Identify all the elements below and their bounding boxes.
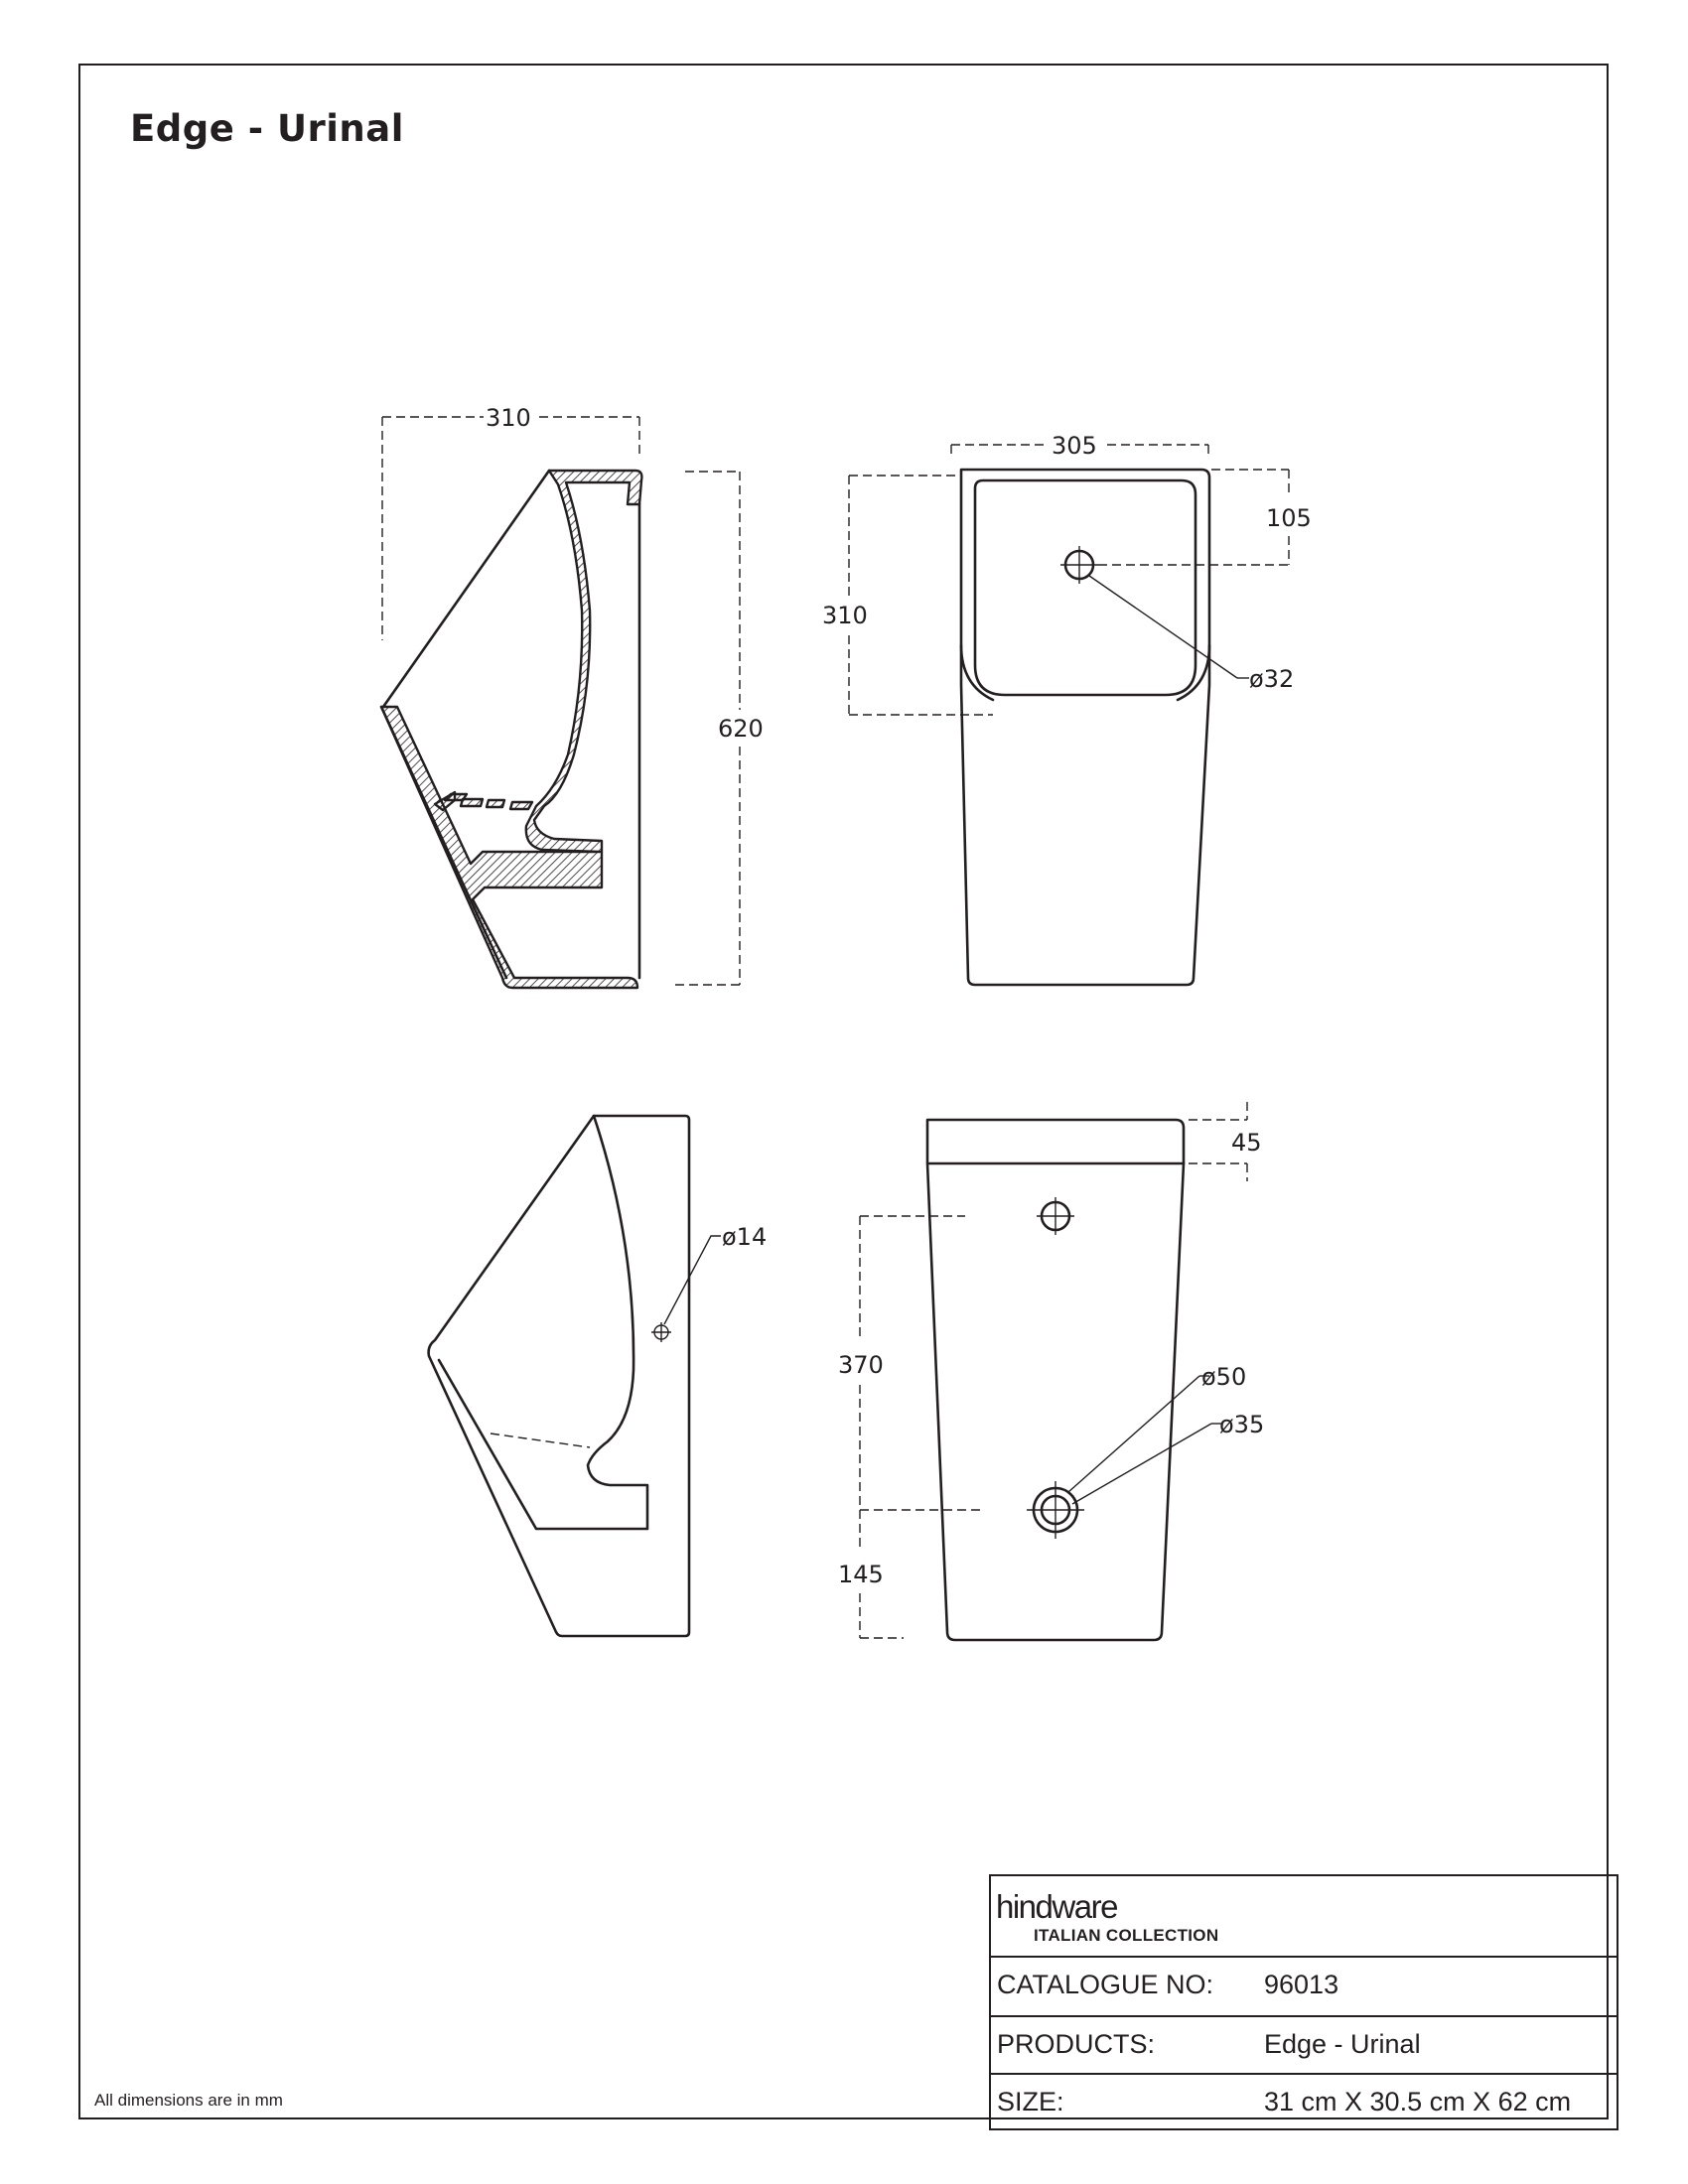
side-section-view	[381, 404, 764, 988]
dim-front-hole-offset: 105	[1266, 504, 1312, 532]
dim-front-width: 305	[1052, 432, 1097, 460]
dim-side-top-width: 310	[486, 404, 531, 432]
brand-subtitle: ITALIAN COLLECTION	[1034, 1926, 1219, 1945]
title-block-row-size	[991, 2073, 1617, 2130]
dim-side-height: 620	[718, 715, 764, 743]
dim-front-bowl-height: 310	[822, 602, 868, 629]
catalogue-value: 96013	[1264, 1970, 1339, 1999]
page-title: Edge - Urinal	[130, 107, 404, 150]
dimensions-note: All dimensions are in mm	[94, 2091, 283, 2110]
title-block	[989, 1874, 1618, 2130]
side-elevation-view	[429, 1116, 768, 1636]
back-view	[838, 1102, 1264, 1640]
dim-front-hole-dia: ø32	[1249, 665, 1295, 693]
dim-back-bottom: 145	[838, 1561, 884, 1588]
size-label: SIZE:	[997, 2087, 1064, 2116]
dim-side-inlet-dia: ø14	[722, 1223, 768, 1251]
brand-logo: hindware	[996, 1888, 1117, 1925]
products-label: PRODUCTS:	[997, 2029, 1156, 2059]
size-value: 31 cm X 30.5 cm X 62 cm	[1264, 2087, 1572, 2116]
products-value: Edge - Urinal	[1264, 2029, 1421, 2059]
dim-back-spacing: 370	[838, 1351, 884, 1379]
title-block-row-catalogue	[991, 1956, 1617, 2015]
title-block-row-products	[991, 2015, 1617, 2073]
dim-back-outlet-inner: ø35	[1219, 1411, 1265, 1438]
catalogue-label: CATALOGUE NO:	[997, 1970, 1214, 1999]
dim-back-outlet-outer: ø50	[1201, 1363, 1247, 1391]
front-view	[822, 432, 1312, 985]
dim-back-top-band: 45	[1231, 1129, 1262, 1157]
